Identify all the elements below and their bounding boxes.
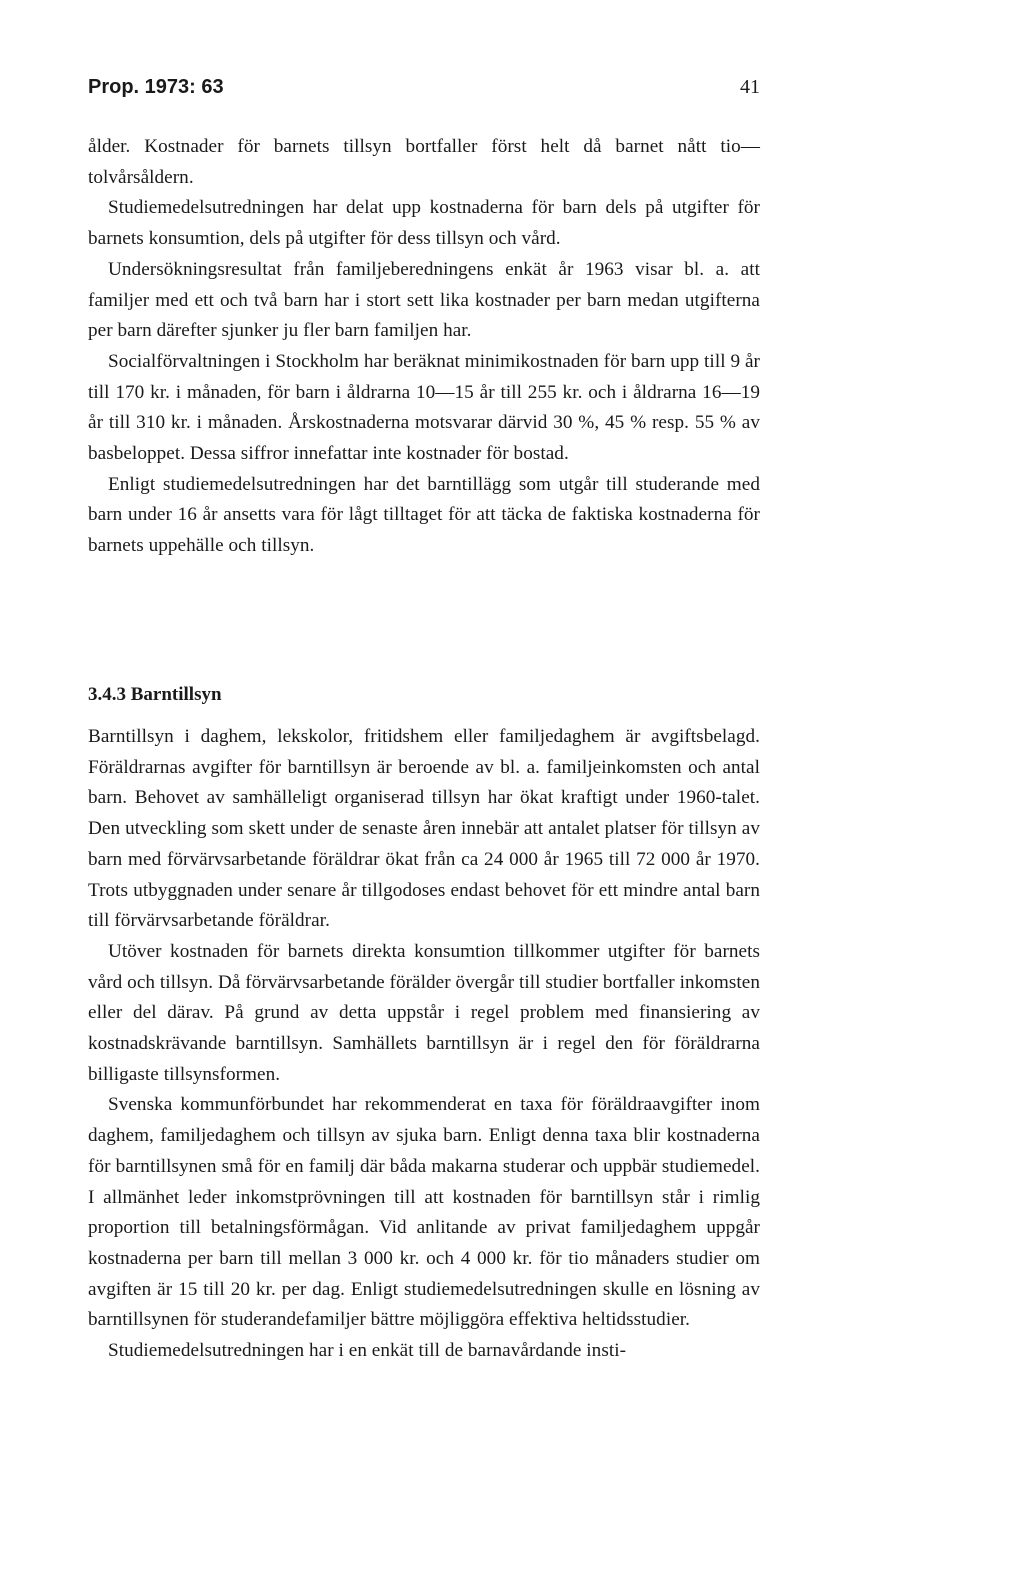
page-number: 41: [740, 76, 760, 98]
paragraph: Socialförvaltningen i Stockholm har beräknat minimikostnaden för barn upp till 9 år till 170 kr. i månaden, för barn i åldrarna 10—15 år till 255 kr. och i åldrarna 16—19 år till 310 kr. i månaden. Årskostnaderna motsvarar därvid 30 %, 45 % resp. 55 % av basbeloppet. Dessa siffror innefattar inte kostnader för bostad.: [88, 350, 760, 465]
section-heading: 3.4.3 Barntillsyn: [88, 684, 222, 705]
paragraph: Svenska kommunförbundet har rekommenderat en taxa för föräldraavgifter inom daghem, familjedaghem och tillsyn av sjuka barn. Enligt denna taxa blir kostnaderna för barntillsynen små för en familj där båda makarna studerar och uppbär studiemedel. I allmänhet leder inkomstprövningen till att kostnaden för barntillsyn står i rimlig proportion till betalningsförmågan. Vid anlitande av privat familjedaghem uppgår kostnaderna per barn till mellan 3 000 kr. och 4 000 kr. för tio månaders studier om avgiften är 15 till 20 kr. per dag. Enligt studiemedelsutredningen skulle en lösning av barntillsynen för studerandefamiljer bättre möjliggöra effektiva heltidsstudier.: [88, 1094, 760, 1331]
paragraph: Studiemedelsutredningen har i en enkät till de barnavårdande insti-: [108, 1340, 627, 1362]
page-header: [88, 72, 760, 108]
paragraph: ålder. Kostnader för barnets tillsyn bortfaller först helt då barnet nått tio—tolvårsåldern.: [88, 136, 760, 188]
body-section-1: [88, 132, 760, 562]
body-section-2: [88, 722, 760, 1367]
paragraph: Enligt studiemedelsutredningen har det barntillägg som utgår till studerande med barn under 16 år ansetts vara för lågt tilltaget för att täcka de faktiska kostnaderna för barnets uppehälle och tillsyn.: [88, 473, 760, 557]
paragraph: Studiemedelsutredningen har delat upp kostnaderna för barn dels på utgifter för barnets konsumtion, dels på utgifter för dess tillsyn och vård.: [88, 197, 760, 250]
document-title: Prop. 1973: 63: [88, 76, 224, 98]
paragraph: Utöver kostnaden för barnets direkta konsumtion tillkommer utgifter för barnets vård och tillsyn. Då förvärvsarbetande förälder övergår till studier bortfaller inkomsten eller del därav. På grund av detta uppstår i regel problem med finansiering av kostnadskrävande barntillsyn. Samhällets barntillsyn är i regel den för föräldrarna billigaste tillsynsformen.: [88, 940, 760, 1085]
paragraph: Barntillsyn i daghem, lekskolor, fritidshem eller familjedaghem är avgiftsbelagd. Föräldrarnas avgifter för barntillsyn är beroende av bl. a. familjeinkomsten och antal barn. Behovet av samhälleligt organiserad tillsyn har ökat kraftigt under 1960-talet. Den utveckling som skett under de senaste åren innebär att antalet platser för tillsyn av barn med förvärvsarbetande föräldrar ökat från ca 24 000 år 1965 till 72 000 år 1970. Trots utbyggnaden under senare år tillgodoses endast behovet för ett mindre antal barn till förvärvsarbetande föräldrar.: [88, 726, 760, 932]
paragraph: Undersökningsresultat från familjeberedningens enkät år 1963 visar bl. a. att familjer med ett och två barn har i stort sett lika kostnader per barn medan utgifterna per barn därefter sjunker ju fler barn familjen har.: [88, 258, 760, 342]
